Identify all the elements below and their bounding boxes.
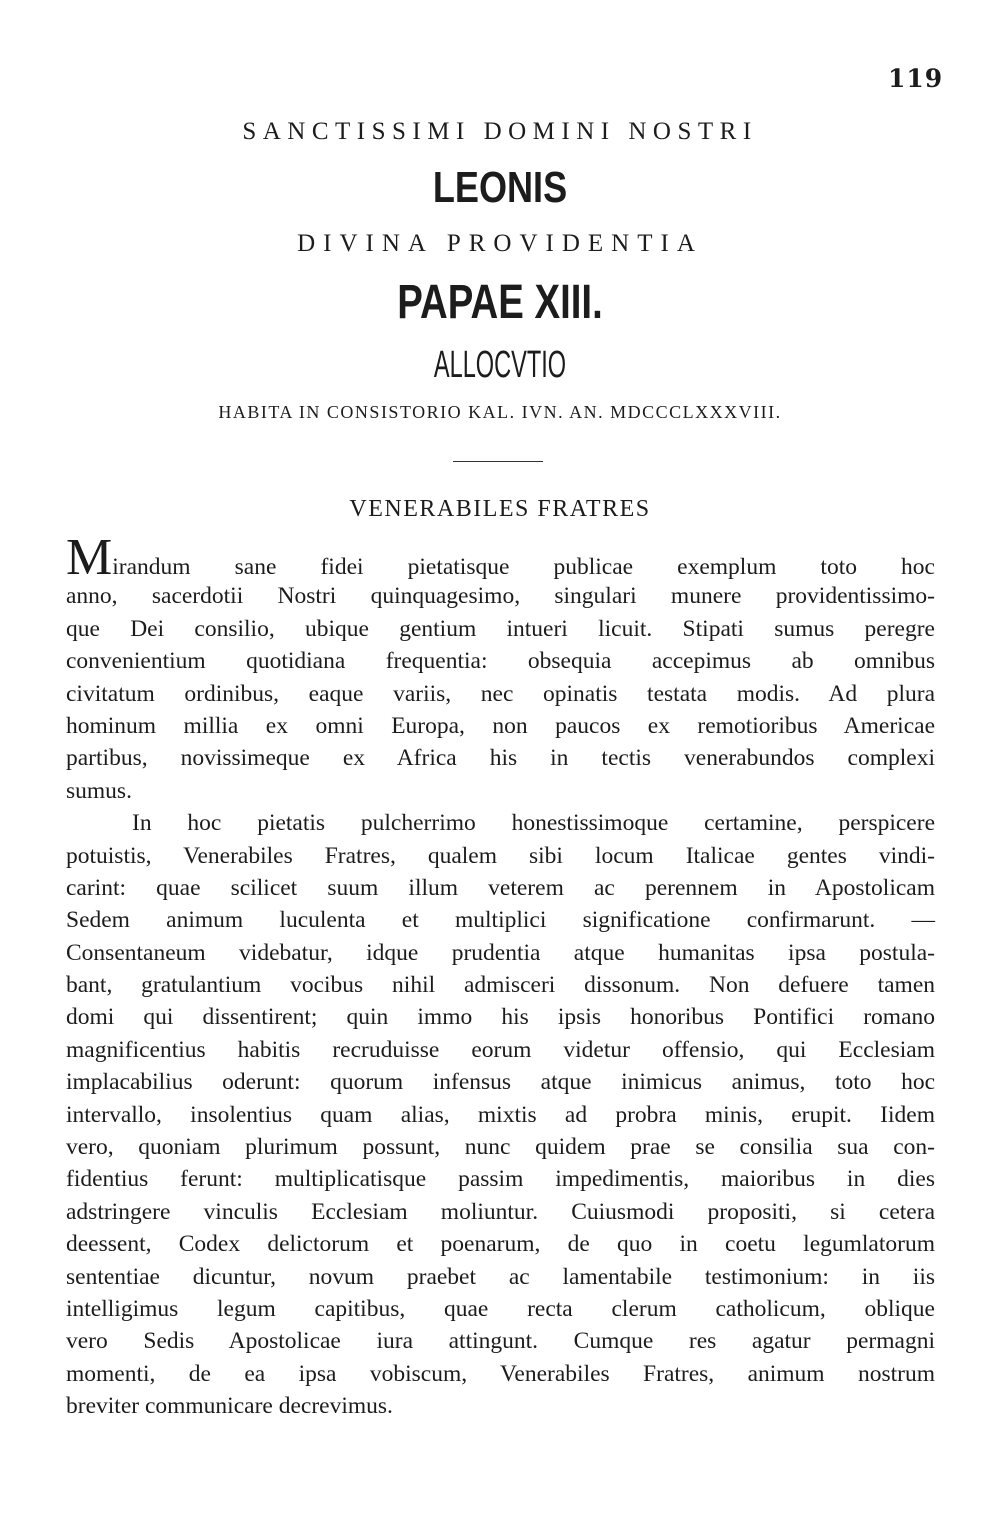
paragraph-2-line-3: carint: quae scilicet suum illum veterem ac perennem in Apostolicam	[66, 874, 935, 901]
paragraph-2-line-5: Consentaneum videbatur, idque prudentia atque humanitas ipsa postula-	[66, 939, 935, 966]
paragraph-1-line-3: que Dei consilio, ubique gentium intueri licuit. Stipati sumus peregre	[66, 615, 935, 642]
paragraph-2-line-16: intelligimus legum capitibus, quae recta clerum catholicum, oblique	[66, 1295, 935, 1322]
paragraph-2-line-19: breviter communicare decrevimus.	[66, 1393, 393, 1420]
paragraph-1	[66, 529, 935, 807]
body-text	[66, 529, 935, 1423]
paragraph-2-line-12: fidentius ferunt: multiplicatisque passim impedimentis, maioribus in dies	[66, 1166, 935, 1193]
paragraph-1-line-5: civitatum ordinibus, eaque variis, nec opinatis testata modis. Ad plura	[66, 680, 935, 707]
heading-line1: SANCTISSIMI DOMINI NOSTRI	[242, 118, 758, 145]
paragraph-1-line-6: hominum millia ex omni Europa, non paucos ex remotioribus Americae	[66, 712, 935, 739]
paragraph-2-line-11: vero, quoniam plurimum possunt, nunc quidem prae se consilia sua con-	[66, 1134, 935, 1161]
paragraph-2	[66, 807, 935, 1422]
paragraph-1-line-4: convenientium quotidiana frequentia: obsequia accepimus ab omnibus	[66, 648, 935, 675]
drop-cap: M	[66, 529, 113, 586]
paragraph-1-line-1-text: irandum sane fidei pietatisque publicae exemplum toto hoc	[112, 554, 935, 580]
paragraph-2-line-2: potuistis, Venerabiles Fratres, qualem sibi locum Italicae gentes vindi-	[66, 842, 935, 869]
salutation: VENERABILES FRATRES	[349, 496, 651, 522]
page-number: 119	[888, 64, 944, 93]
paragraph-2-line-6: bant, gratulantium vocibus nihil admisceri dissonum. Non defuere tamen	[66, 972, 935, 999]
paragraph-2-line-14: deessent, Codex delictorum et poenarum, de quo in coetu legumlatorum	[66, 1231, 935, 1258]
paragraph-1-line-2: anno, sacerdotii Nostri quinquagesimo, singulari munere providentissimo-	[66, 583, 935, 610]
heading-subtitle: HABITA IN CONSISTORIO KAL. IVN. AN. MDCCCLXXXVIII.	[218, 402, 782, 422]
paragraph-2-line-1: In hoc pietatis pulcherrimo honestissimoque certamine, perspicere	[132, 810, 935, 837]
heading-line3: DIVINA PROVIDENTIA	[297, 230, 703, 257]
paragraph-1-line-8: sumus.	[66, 777, 132, 804]
paragraph-2-line-4: Sedem animum luculenta et multiplici significatione confirmarunt. —	[66, 907, 935, 934]
heading-genre: ALLOCVTIO	[433, 344, 567, 386]
paragraph-2-line-8: magnificentius habitis recruduisse eorum videtur offensio, qui Ecclesiam	[66, 1036, 935, 1063]
paragraph-2-line-18: momenti, de ea ipsa vobiscum, Venerabiles Fratres, animum nostrum	[66, 1360, 935, 1387]
section-divider	[453, 461, 543, 462]
paragraph-2-line-15: sententiae dicuntur, novum praebet ac lamentabile testimonium: in iis	[66, 1263, 935, 1290]
heading-name: LEONIS	[432, 163, 568, 212]
paragraph-2-line-9: implacabilius oderunt: quorum infensus atque inimicus animus, toto hoc	[66, 1069, 935, 1096]
paragraph-2-line-13: adstringere vinculis Ecclesiam moliuntur. Cuiusmodi propositi, si cetera	[66, 1198, 935, 1225]
paragraph-1-line-7: partibus, novissimeque ex Africa his in tectis venerabundos complexi	[66, 745, 935, 772]
paragraph-2-line-7: domi qui dissentirent; quin immo his ipsis honoribus Pontifici romano	[66, 1004, 935, 1031]
paragraph-2-line-10: intervallo, insolentius quam alias, mixtis ad probra minis, erupit. Iidem	[66, 1101, 935, 1128]
paragraph-1-line-1	[66, 529, 935, 586]
paragraph-2-line-17: vero Sedis Apostolicae iura attingunt. Cumque res agatur permagni	[66, 1328, 935, 1355]
heading-title: PAPAE XIII.	[397, 276, 603, 329]
